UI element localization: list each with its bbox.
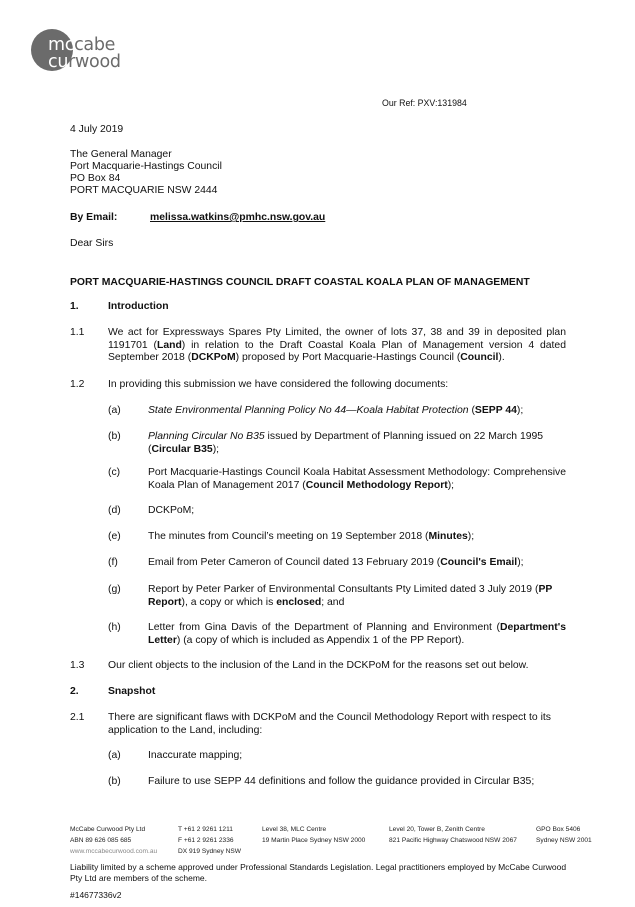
footer-company: [70, 824, 157, 857]
addressee-line: PO Box 84: [70, 173, 121, 184]
footer-address-line: Sydney NSW 2001: [536, 837, 592, 844]
item-label: (c): [108, 467, 121, 478]
item-b: Planning Circular No B35 issued by Department of Planning issued on 22 March 1995 (Circular B35);: [148, 431, 544, 455]
footer-address-line: Level 20, Tower B, Zenith Centre: [389, 826, 485, 833]
footer-address-2: [389, 824, 517, 846]
item-label: (a): [108, 750, 121, 761]
footer-gpo: [536, 824, 592, 846]
email-link[interactable]: melissa.watkins@pmhc.nsw.gov.au: [150, 212, 326, 223]
section-number: 1.: [70, 301, 79, 312]
footer-address-line: Level 38, MLC Centre: [262, 826, 327, 833]
item-label: (f): [108, 557, 118, 568]
item-2b: Failure to use SEPP 44 definitions and follow the guidance provided in Circular B35;: [148, 776, 535, 787]
by-email-label: By Email:: [70, 212, 118, 223]
letter-date: 4 July 2019: [70, 124, 124, 135]
footer-website[interactable]: www.mccabecurwood.com.au: [70, 848, 158, 855]
footer-address-line: GPO Box 5406: [536, 826, 581, 833]
document-id: #14677336v2: [70, 890, 122, 900]
footer-phone: T +61 2 9261 1211: [178, 826, 233, 833]
footer-address-line: 19 Martin Place Sydney NSW 2000: [262, 837, 366, 844]
footer-address-line: 821 Pacific Highway Chatswood NSW 2067: [389, 837, 517, 844]
our-reference: Our Ref: PXV:131984: [382, 98, 467, 108]
salutation: Dear Sirs: [70, 238, 114, 249]
item-label: (e): [108, 531, 121, 542]
addressee-line: The General Manager: [70, 149, 172, 160]
section-title: Introduction: [108, 301, 169, 312]
item-a: State Environmental Planning Policy No 44—Koala Habitat Protection (SEPP 44);: [148, 405, 524, 416]
section-number: 2.: [70, 686, 79, 697]
item-label: (h): [108, 622, 121, 633]
company-logo: mccabe curwood: [48, 35, 121, 72]
paragraph-1-3: Our client objects to the inclusion of the Land in the DCKPoM for the reasons set out below.: [108, 660, 529, 671]
item-c: Port Macquarie-Hastings Council Koala Habitat Assessment Methodology: Comprehensive Koala Plan of Management 2017 (Council Methodology Report);: [148, 467, 566, 491]
addressee-line: Port Macquarie-Hastings Council: [70, 161, 222, 172]
item-g: Report by Peter Parker of Environmental Consultants Pty Limited dated 3 July 2019 (PP Report), a copy or which is enclosed; and: [148, 584, 553, 608]
paragraph-number: 2.1: [70, 712, 85, 723]
item-d: DCKPoM;: [148, 505, 195, 516]
item-label: (b): [108, 431, 121, 442]
item-label: (d): [108, 505, 121, 516]
item-h: Letter from Gina Davis of the Department of Planning and Environment (Department's Letter) (a copy of which is included as Appendix 1 of the PP Report).: [148, 622, 566, 646]
footer-abn: ABN 89 626 085 685: [70, 837, 132, 844]
paragraph-1-2: In providing this submission we have considered the following documents:: [108, 379, 449, 390]
footer-contact: [178, 824, 241, 857]
item-label: (a): [108, 405, 121, 416]
item-f: Email from Peter Cameron of Council dated 13 February 2019 (Council's Email);: [148, 557, 524, 568]
item-label: (b): [108, 776, 121, 787]
paragraph-1-1: We act for Expressways Spares Pty Limited, the owner of lots 37, 38 and 39 in deposited plan 1191701 (Land) in relation to the Draft Coastal Koala Plan of Management version 4 dated September 2018 (DCKPoM) proposed by Port Macquarie-Hastings Council (Council).: [108, 327, 566, 364]
footer-address-1: [262, 824, 365, 846]
addressee-line: PORT MACQUARIE NSW 2444: [70, 185, 218, 196]
footer-dx: DX 919 Sydney NSW: [178, 848, 242, 855]
paragraph-number: 1.2: [70, 379, 85, 390]
item-2a: Inaccurate mapping;: [148, 750, 243, 761]
item-e: The minutes from Council’s meeting on 19 September 2018 (Minutes);: [148, 531, 475, 542]
section-title: Snapshot: [108, 686, 156, 697]
liability-notice: Liability limited by a scheme approved under Professional Standards Legislation. Legal practitioners employed by McCabe Curwood Pty Ltd are members of the scheme.: [70, 862, 567, 883]
footer-fax: F +61 2 9261 2336: [178, 837, 234, 844]
footer-company-name: McCabe Curwood Pty Ltd: [70, 826, 146, 833]
paragraph-number: 1.1: [70, 327, 85, 338]
letter-heading: PORT MACQUARIE-HASTINGS COUNCIL DRAFT COASTAL KOALA PLAN OF MANAGEMENT: [70, 277, 530, 288]
item-label: (g): [108, 584, 121, 595]
paragraph-number: 1.3: [70, 660, 85, 671]
paragraph-2-1: There are significant flaws with DCKPoM and the Council Methodology Report with respect to its application to the Land, including:: [108, 712, 551, 736]
